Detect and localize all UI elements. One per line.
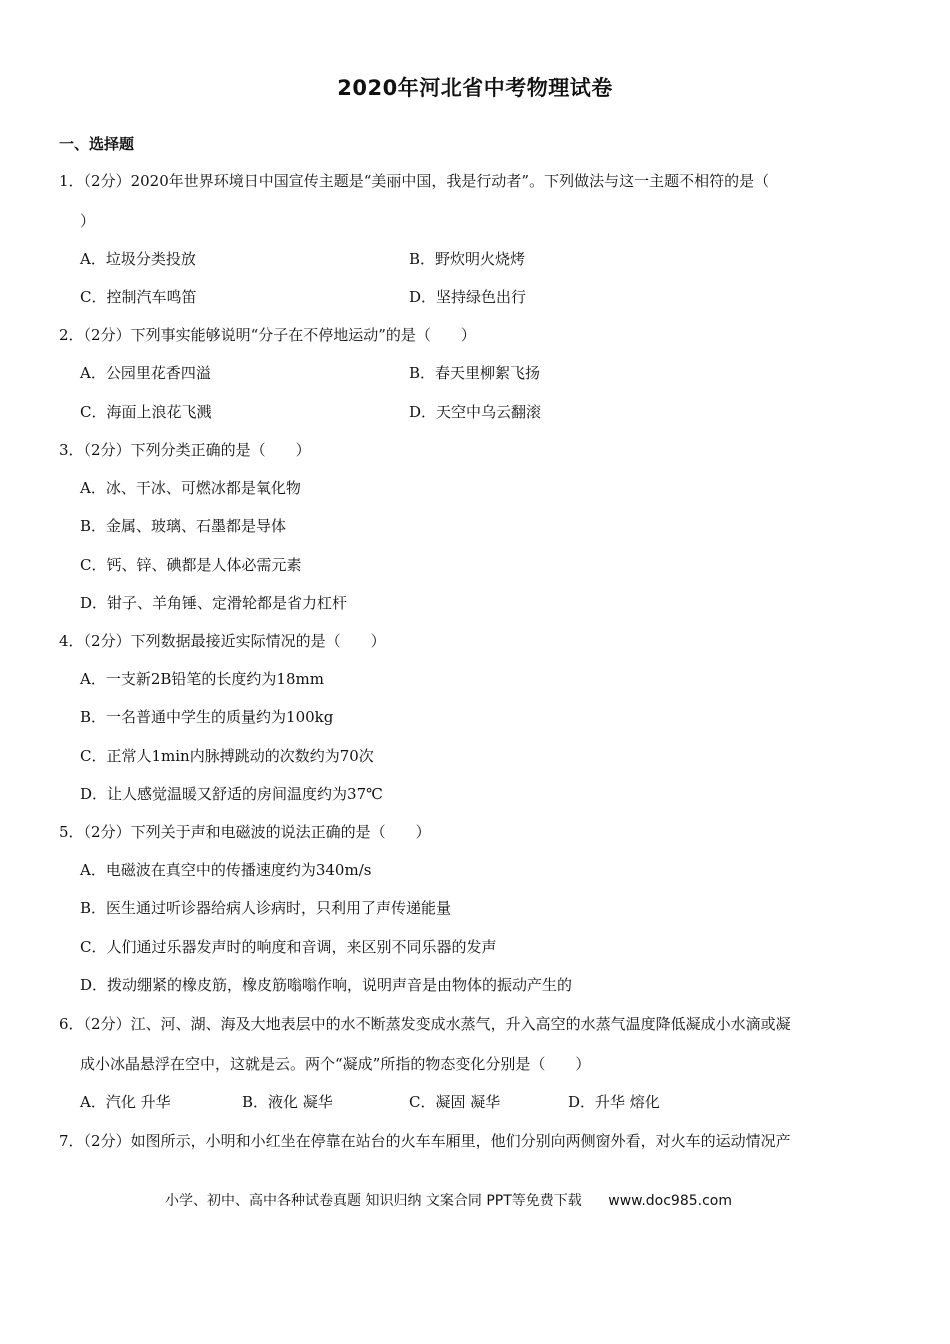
question-3-option-c: C．钙、锌、碘都是人体必需元素 xyxy=(80,556,302,574)
question-6-option-c: C．凝固 凝华 xyxy=(409,1093,501,1111)
question-2-option-b: B．春天里柳絮飞扬 xyxy=(409,364,541,382)
question-1-option-a: A．垃圾分类投放 xyxy=(80,250,196,268)
question-1-option-c: C．控制汽车鸣笛 xyxy=(80,288,197,306)
question-5-option-c: C．人们通过乐器发声时的响度和音调，来区别不同乐器的发声 xyxy=(80,938,497,956)
footer-site-link[interactable]: www.doc985.com xyxy=(608,1193,732,1209)
question-4-option-b: B．一名普通中学生的质量约为100kg xyxy=(80,708,334,726)
question-5-option-d: D．拨动绷紧的橡皮筋，橡皮筋嗡嗡作响，说明声音是由物体的振动产生的 xyxy=(80,976,573,994)
page-footer xyxy=(165,1190,732,1210)
question-2-option-d: D．天空中乌云翻滚 xyxy=(409,403,542,421)
question-4-stem: 4．（2分）下列数据最接近实际情况的是（ ） xyxy=(59,632,386,650)
question-3-option-a: A．冰、干冰、可燃冰都是氧化物 xyxy=(80,479,301,497)
question-2-option-a: A．公园里花香四溢 xyxy=(80,364,211,382)
question-1-stem-end: ） xyxy=(80,212,96,230)
question-2-stem: 2．（2分）下列事实能够说明“分子在不停地运动”的是（ ） xyxy=(59,326,476,344)
question-5-option-a: A．电磁波在真空中的传播速度约为340m/s xyxy=(80,861,372,879)
question-6-option-d: D．升华 熔化 xyxy=(568,1093,660,1111)
question-1-option-d: D．坚持绿色出行 xyxy=(409,288,527,306)
question-6-option-b: B．液化 凝华 xyxy=(242,1093,333,1111)
question-4-option-d: D．让人感觉温暖又舒适的房间温度约为37℃ xyxy=(80,785,383,803)
question-6-option-a: A．汽化 升华 xyxy=(80,1093,171,1111)
question-3-stem: 3．（2分）下列分类正确的是（ ） xyxy=(59,441,311,459)
question-6-stem-continued: 成小冰晶悬浮在空中，这就是云。两个“凝成”所指的物态变化分别是（ ） xyxy=(80,1055,591,1073)
question-5-option-b: B．医生通过听诊器给病人诊病时，只利用了声传递能量 xyxy=(80,899,452,917)
question-4-option-a: A．一支新2B铅笔的长度约为18mm xyxy=(80,670,324,688)
question-3-option-d: D．钳子、羊角锤、定滑轮都是省力杠杆 xyxy=(80,594,348,612)
question-5-stem: 5．（2分）下列关于声和电磁波的说法正确的是（ ） xyxy=(59,823,431,841)
question-1-stem: 1．（2分）2020年世界环境日中国宣传主题是“美丽中国，我是行动者”。下列做法与这一主题不相符的是（ xyxy=(59,172,770,190)
question-4-option-c: C．正常人1min内脉搏跳动的次数约为70次 xyxy=(80,747,374,765)
question-2-option-c: C．海面上浪花飞溅 xyxy=(80,403,212,421)
question-1-option-b: B．野炊明火烧烤 xyxy=(409,250,526,268)
page-title: 2020年河北省中考物理试卷 xyxy=(337,76,613,100)
footer-text: 小学、初中、高中各种试卷真题 知识归纳 文案合同 PPT等免费下载 xyxy=(165,1193,582,1209)
section-heading: 一、选择题 xyxy=(59,135,135,153)
question-3-option-b: B．金属、玻璃、石墨都是导体 xyxy=(80,517,287,535)
question-6-stem: 6．（2分）江、河、湖、海及大地表层中的水不断蒸发变成水蒸气，升入高空的水蒸气温度降低凝成小水滴或凝 xyxy=(59,1015,791,1033)
question-7-stem: 7．（2分）如图所示，小明和小红坐在停靠在站台的火车车厢里，他们分别向两侧窗外看，对火车的运动情况产 xyxy=(59,1132,791,1150)
